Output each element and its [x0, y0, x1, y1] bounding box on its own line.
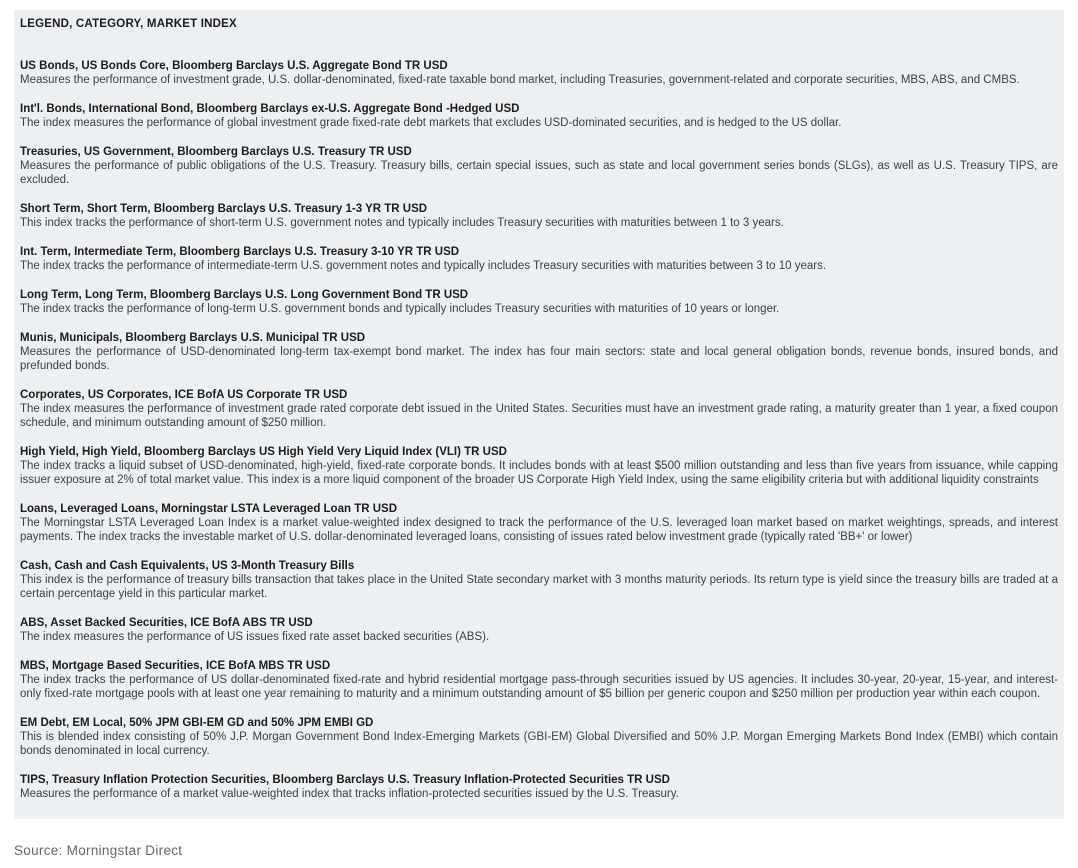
index-entry-title: Munis, Municipals, Bloomberg Barclays U.S. Municipal TR USD — [20, 332, 366, 344]
index-entry — [20, 202, 1058, 230]
index-entry-description: This index is the performance of treasury bills transaction that takes place in the United State secondary market with 3 months maturity periods. Its return type is yield since the treasury bills are traded at a certain percentage yield in this particular market. — [20, 574, 1058, 600]
index-entry-description: Measures the performance of a market value-weighted index that tracks inflation-protected securities issued by the U.S. Treasury. — [20, 788, 679, 800]
index-entry-title: Long Term, Long Term, Bloomberg Barclays U.S. Long Government Bond TR USD — [20, 289, 469, 301]
index-entry-description: The index tracks the performance of US dollar-denominated fixed-rate and hybrid residential mortgage pass-through securities issued by US agencies. It includes 30-year, 20-year, 15-year, and interest-only fixed-rate mortgage pools with at least one year remaining to maturity and a minimum outstanding amount of $5 billion per generic coupon and $250 million per production year within each coupon. — [20, 674, 1058, 700]
index-entry-title: MBS, Mortgage Based Securities, ICE BofA MBS TR USD — [20, 660, 331, 672]
index-entry-description: The index tracks the performance of intermediate-term U.S. government notes and typically includes Treasury securities with maturities between 3 to 10 years. — [20, 260, 827, 272]
index-entry — [20, 331, 1058, 373]
index-entry-title: Treasuries, US Government, Bloomberg Barclays U.S. Treasury TR USD — [20, 146, 412, 158]
index-entry — [20, 288, 1058, 316]
legend-panel — [14, 10, 1064, 819]
index-entry — [20, 559, 1058, 601]
index-entry-title: Int'l. Bonds, International Bond, Bloomberg Barclays ex-U.S. Aggregate Bond -Hedged USD — [20, 103, 520, 115]
index-entry-description: The index measures the performance of global investment grade fixed-rate debt markets that excludes USD-dominated securities, and is hedged to the US dollar. — [20, 117, 842, 129]
index-entry — [20, 245, 1058, 273]
index-entry-description: The index measures the performance of US issues fixed rate asset backed securities (ABS). — [20, 631, 490, 643]
index-entry-description: Measures the performance of USD-denominated long-term tax-exempt bond market. The index has four main sectors: state and local general obligation bonds, revenue bonds, insured bonds, and prefunded bonds. — [20, 346, 1058, 372]
index-entry — [20, 659, 1058, 701]
index-entry — [20, 502, 1058, 544]
source-attribution: Source: Morningstar Direct — [14, 843, 183, 858]
index-entry — [20, 616, 1058, 644]
index-entry — [20, 59, 1058, 87]
index-entry — [20, 102, 1058, 130]
index-entry-title: TIPS, Treasury Inflation Protection Securities, Bloomberg Barclays U.S. Treasury Inflation-Protected Securities TR USD — [20, 774, 670, 786]
index-entry-title: Corporates, US Corporates, ICE BofA US Corporate TR USD — [20, 389, 348, 401]
index-entry-title: Short Term, Short Term, Bloomberg Barclays U.S. Treasury 1-3 YR TR USD — [20, 203, 428, 215]
index-entry-description: The index measures the performance of investment grade rated corporate debt issued in the United States. Securities must have an investment grade rating, a maturity greater than 1 year, a fixed coupon schedule, and minimum outstanding amount of $250 million. — [20, 403, 1058, 429]
index-entry-title: Loans, Leveraged Loans, Morningstar LSTA Leveraged Loan TR USD — [20, 503, 398, 515]
index-entry-title: High Yield, High Yield, Bloomberg Barclays US High Yield Very Liquid Index (VLI) TR USD — [20, 446, 507, 458]
index-entry-title: ABS, Asset Backed Securities, ICE BofA ABS TR USD — [20, 617, 313, 629]
index-entry-title: Int. Term, Intermediate Term, Bloomberg Barclays U.S. Treasury 3-10 YR TR USD — [20, 246, 460, 258]
index-entry-list — [20, 59, 1058, 801]
index-entry-description: The Morningstar LSTA Leveraged Loan Index is a market value-weighted index designed to track the performance of the U.S. leveraged loan market based on market weightings, spreads, and interest payments. The index tracks the investable market of U.S. dollar-denominated leveraged loans, consisting of issues rated below investment grade (typically rated 'BB+' or lower) — [20, 517, 1058, 543]
index-entry-description: The index tracks a liquid subset of USD-denominated, high-yield, fixed-rate corporate bonds. It includes bonds with at least $500 million outstanding and less than five years from issuance, while capping issuer exposure at 2% of total market value. This index is a more liquid component of the broader US Corporate High Yield Index, using the same eligibility criteria but with additional liquidity constraints — [20, 460, 1058, 486]
index-entry-title: EM Debt, EM Local, 50% JPM GBI-EM GD and 50% JPM EMBI GD — [20, 717, 374, 729]
index-entry-description: Measures the performance of public obligations of the U.S. Treasury. Treasury bills, certain special issues, such as state and local government series bonds (SLGs), as well as U.S. Treasury TIPS, are excluded. — [20, 160, 1058, 186]
index-entry-description: Measures the performance of investment grade, U.S. dollar-denominated, fixed-rate taxable bond market, including Treasuries, government-related and corporate securities, MBS, ABS, and CMBS. — [20, 74, 1020, 86]
index-entry-description: This is blended index consisting of 50% J.P. Morgan Government Bond Index-Emerging Markets (GBI-EM) Global Diversified and 50% J.P. Morgan Emerging Markets Bond Index (EMBI) which contain bonds denominated in local currency. — [20, 731, 1058, 757]
index-entry-title: US Bonds, US Bonds Core, Bloomberg Barclays U.S. Aggregate Bond TR USD — [20, 60, 448, 72]
index-entry — [20, 445, 1058, 487]
index-entry-title: Cash, Cash and Cash Equivalents, US 3-Month Treasury Bills — [20, 560, 355, 572]
index-entry — [20, 716, 1058, 758]
index-entry — [20, 773, 1058, 801]
legend-panel-heading: LEGEND, CATEGORY, MARKET INDEX — [20, 18, 237, 30]
index-entry-description: This index tracks the performance of short-term U.S. government notes and typically includes Treasury securities with maturities between 1 to 3 years. — [20, 217, 784, 229]
index-entry — [20, 145, 1058, 187]
index-entry-description: The index tracks the performance of long-term U.S. government bonds and typically includes Treasury securities with maturities of 10 years or longer. — [20, 303, 780, 315]
index-entry — [20, 388, 1058, 430]
